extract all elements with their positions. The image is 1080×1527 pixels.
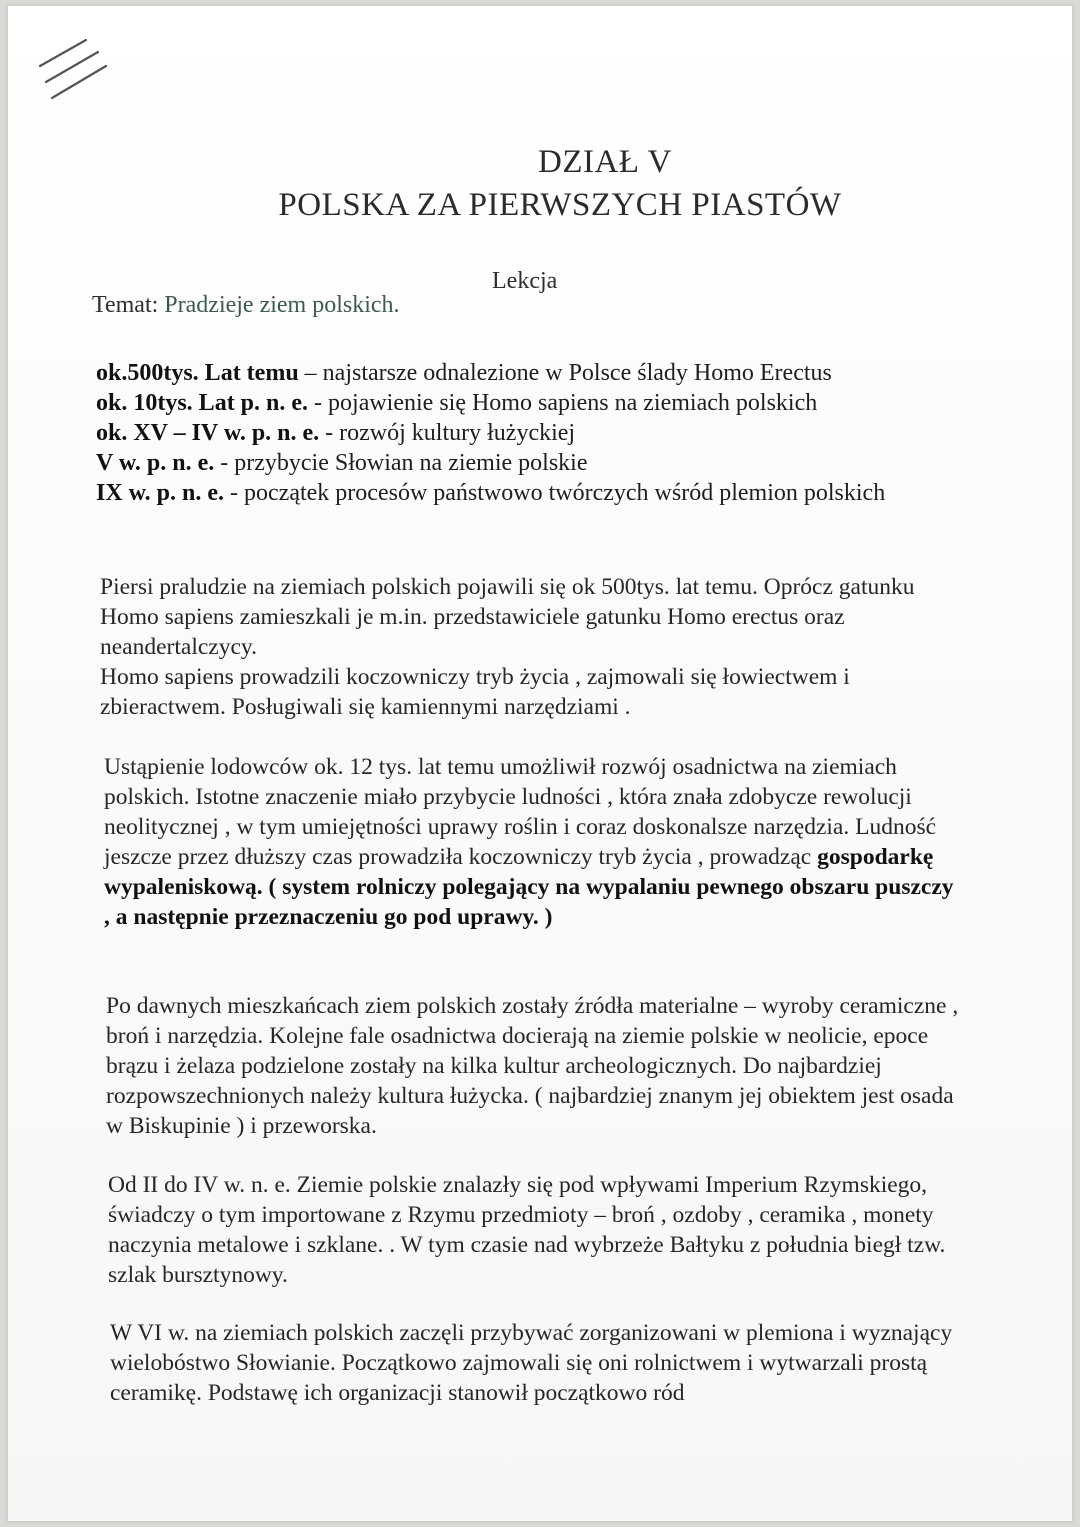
timeline-text: – najstarsze odnalezione w Polsce ślady Homo Erectus <box>304 360 832 386</box>
timeline-text: - pojawienie się Homo sapiens na ziemiach polskich <box>314 390 818 416</box>
heading <box>8 144 1072 224</box>
timeline-date: V w. p. n. e. <box>96 450 215 476</box>
chapter-title: POLSKA ZA PIERWSZYCH PIASTÓW <box>278 187 842 223</box>
paragraph-neolithic <box>104 752 964 932</box>
pen-scribble-mark <box>36 36 116 106</box>
timeline-item <box>96 358 976 388</box>
timeline-item <box>96 448 976 478</box>
timeline-item <box>96 478 976 508</box>
section-heading: DZIAŁ V <box>538 144 672 180</box>
paragraph-text: Homo sapiens prowadzili koczowniczy tryb życia , zajmowali się łowiectwem i zbieractwem. Posługiwali się kamiennymi narzędziami . <box>100 664 850 720</box>
paragraph-roman-influence: Od II do IV w. n. e. Ziemie polskie znalazły się pod wpływami Imperium Rzymskiego, świadczy o tym importowane z Rzymu przedmioty – broń , ozdoby , ceramika , monety naczynia metalowe i szklane. . W tym czasie nad wybrzeże Bałtyku z południa biegł tzw. szlak bursztynowy. <box>108 1172 946 1288</box>
paragraph-bold-definition: gospodarkę wypaleniskową. ( system rolniczy polegający na wypalaniu pewnego obszaru puszczy , a następnie przeznaczeniu go pod uprawy. ) <box>104 844 954 930</box>
document-page <box>8 6 1072 1521</box>
topic-label: Temat: <box>92 292 159 318</box>
paragraph-archaeological-cultures: Po dawnych mieszkańcach ziem polskich zostały źródła materialne – wyroby ceramiczne , broń i narzędzia. Kolejne fale osadnictwa docierają na ziemie polskie w neolicie, epoce brązu i żelaza podzielone zostały na kilka kultur archeologicznych. Do najbardziej rozpowszechnionych należy kultura łużycka. ( najbardziej znanym jej obiektem jest osada w Biskupinie ) i przeworska. <box>106 993 959 1139</box>
paragraph-early-humans <box>100 572 960 722</box>
paragraph-text: Piersi praludzie na ziemiach polskich pojawili się ok 500tys. lat temu. Oprócz gatunku Homo sapiens zamieszkali je m.in. przedstawiciele gatunku Homo erectus oraz neandertalczycy. <box>100 574 915 660</box>
timeline-date: ok. 10tys. Lat p. n. e. <box>96 390 309 416</box>
topic-line <box>92 292 400 319</box>
lesson-label: Lekcja <box>492 268 558 294</box>
timeline-text: - przybycie Słowian na ziemie polskie <box>220 450 588 476</box>
timeline-item <box>96 388 976 418</box>
timeline-list <box>96 358 976 508</box>
topic-value: Pradzieje ziem polskich. <box>164 292 400 318</box>
timeline-date: IX w. p. n. e. <box>96 480 225 506</box>
paragraph-text: Ustąpienie lodowców ok. 12 tys. lat temu umożliwił rozwój osadnictwa na ziemiach polskich. Istotne znaczenie miało przybycie ludności , która znała zdobycze rewolucji neolitycznej , w tym umiejętności uprawy roślin i coraz doskonalsze narzędzia. Ludność jeszcze przez dłuższy czas prowadziła koczowniczy tryb życia , prowadząc <box>104 754 937 870</box>
timeline-item <box>96 418 976 448</box>
paragraph-slavs: W VI w. na ziemiach polskich zaczęli przybywać zorganizowani w plemiona i wyznający wielobóstwo Słowianie. Początkowo zajmowali się oni rolnictwem i wytwarzali prostą ceramikę. Podstawę ich organizacji stanowił początkowo ród <box>110 1320 953 1406</box>
timeline-date: ok. XV – IV w. p. n. e. <box>96 420 320 446</box>
timeline-text: - początek procesów państwowo twórczych wśród plemion polskich <box>230 480 886 506</box>
timeline-date: ok.500tys. Lat temu <box>96 360 299 386</box>
timeline-text: - rozwój kultury łużyckiej <box>325 420 576 446</box>
